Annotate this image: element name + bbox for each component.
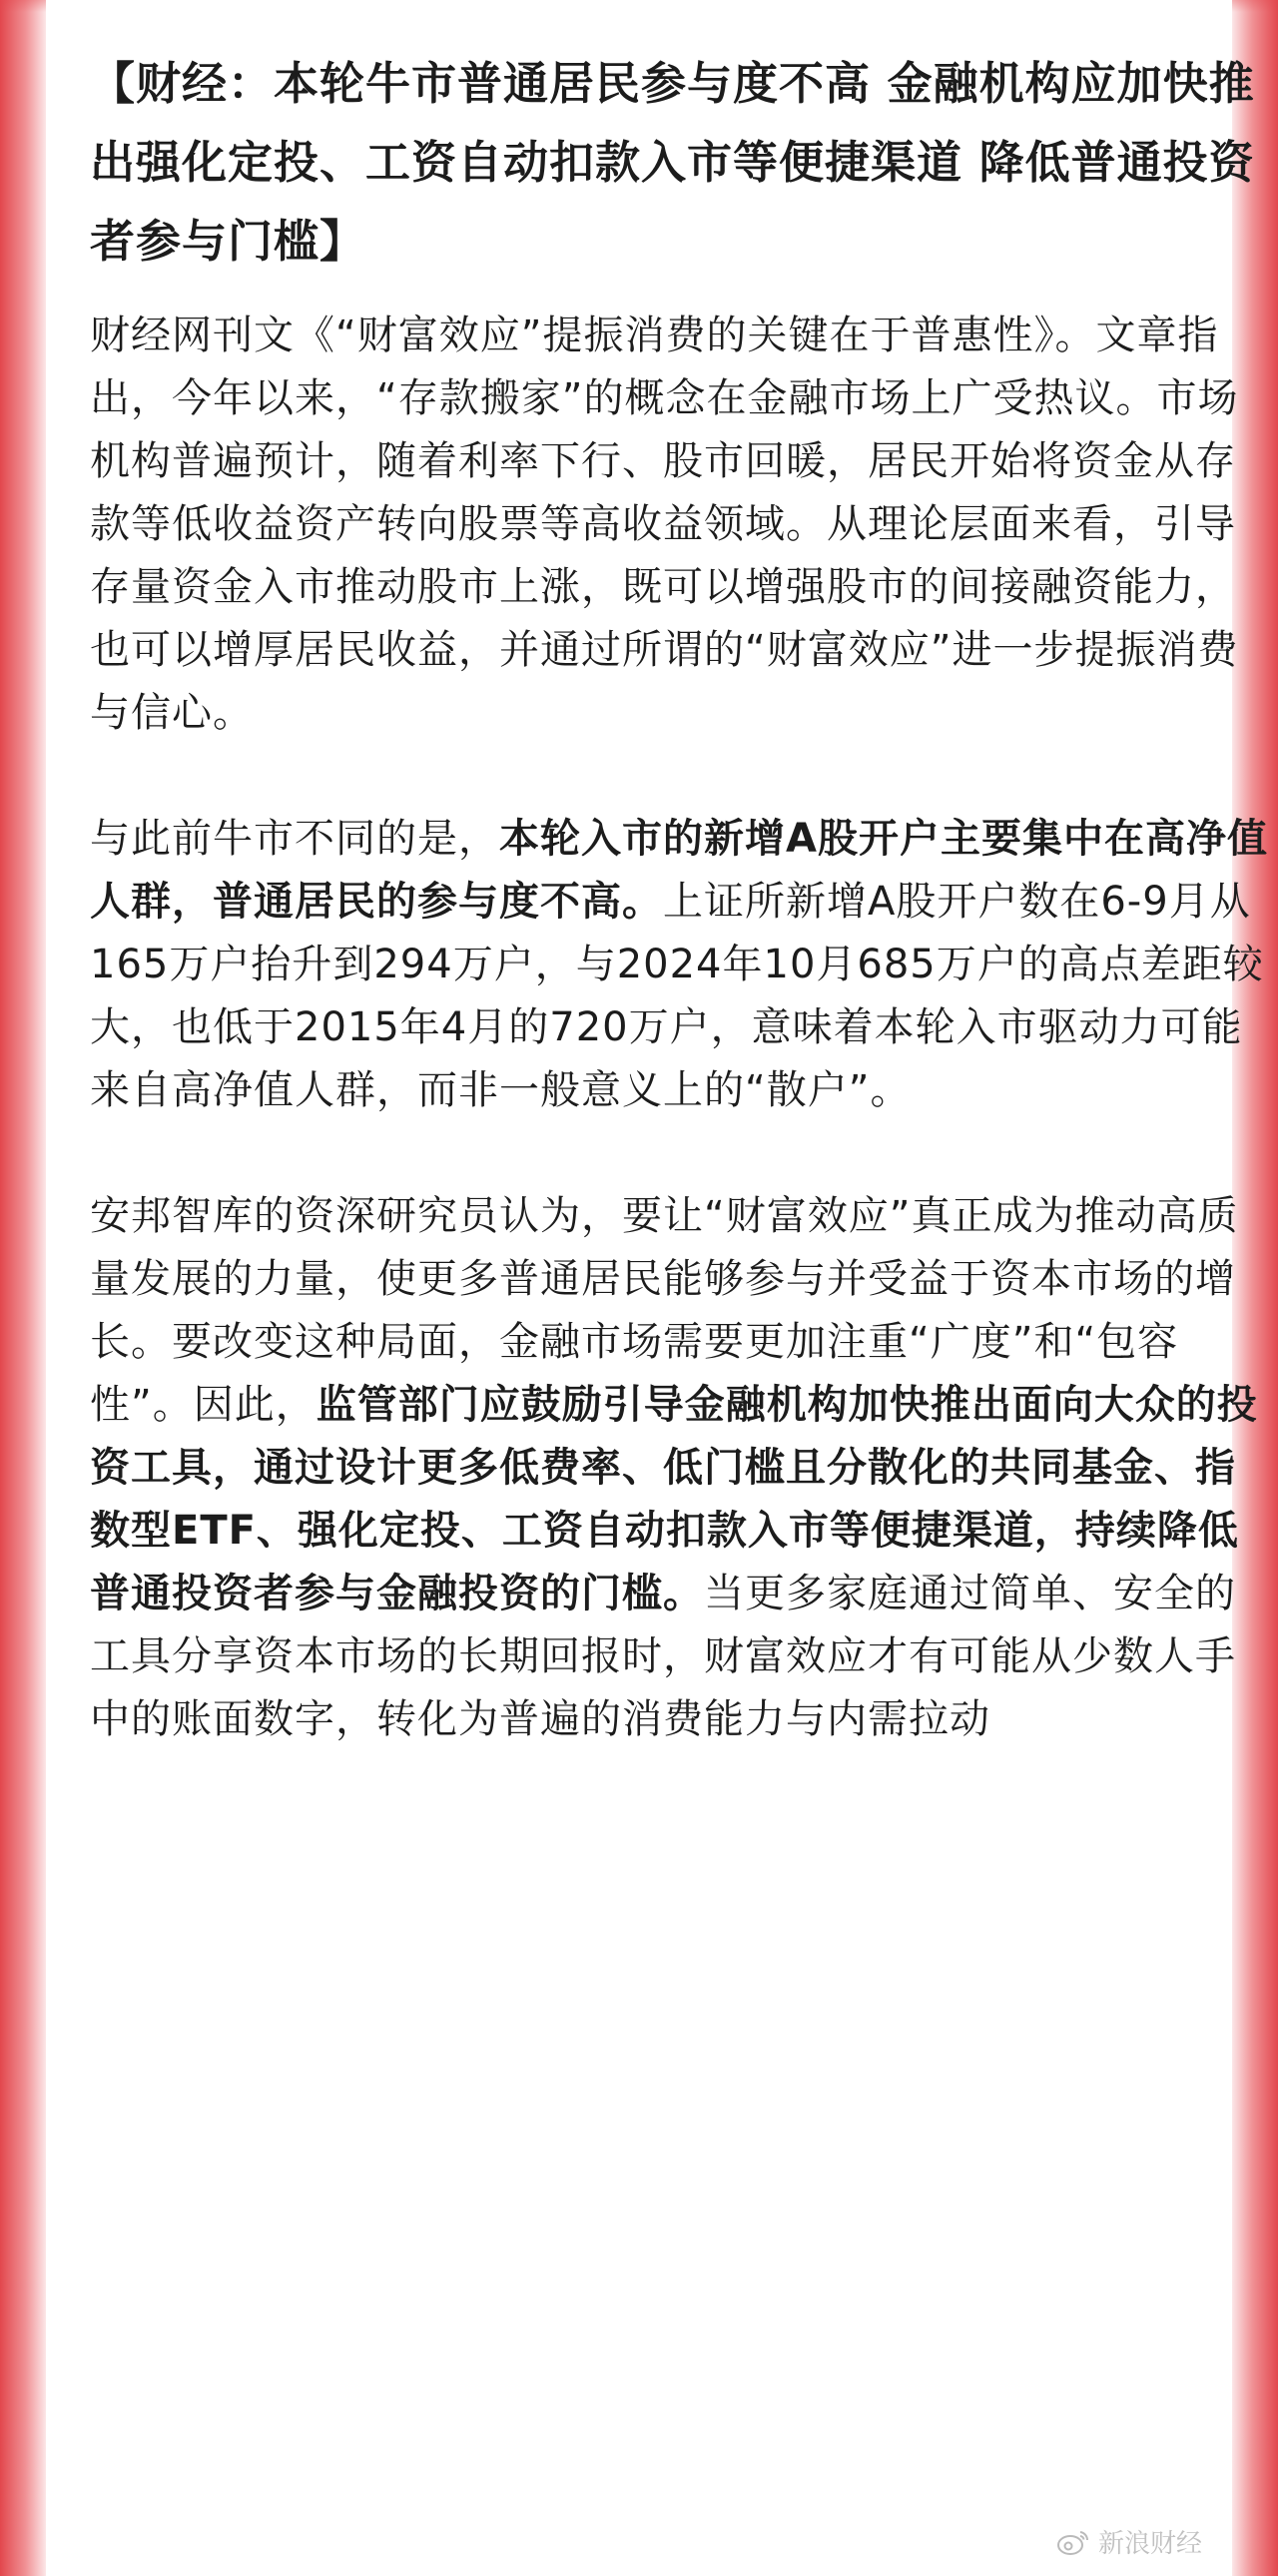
article-headline: 【财经：本轮牛市普通居民参与度不高 金融机构应加快推出强化定投、工资自动扣款入市等便捷渠道 降低普通投资者参与门槛】 — [90, 57, 1255, 268]
article-paragraph-2 — [90, 808, 1268, 1122]
left-red-border — [0, 0, 46, 2576]
paragraph-2-text-a: 与此前牛市不同的是， — [90, 816, 499, 862]
article-paragraph-3 — [90, 1185, 1268, 1751]
source-watermark — [1056, 2523, 1202, 2560]
article-page — [46, 0, 1268, 2576]
article-paragraph-1 — [90, 305, 1268, 745]
paragraph-3-bold-text: 监管部门应鼓励引导金融机构加快推出面向大众的投资工具，通过设计更多低费率、低门槛且分散化的共同基金、指数型ETF、强化定投、工资自动扣款入市等便捷渠道，持续降低普通投资者参与金融投资的门槛。 — [90, 1382, 1258, 1616]
paragraph-1-text: 财经网刊文《“财富效应”提振消费的关键在于普惠性》。文章指出，今年以来，“存款搬家”的概念在金融市场上广受热议。市场机构普遍预计，随着利率下行、股市回暖，居民开始将资金从存款等低收益资产转向股票等高收益领域。从理论层面来看，引导存量资金入市推动股市上涨，既可以增强股市的间接融资能力，也可以增厚居民收益，并通过所谓的“财富效应”进一步提振消费与信心。 — [90, 313, 1239, 736]
weibo-logo-icon — [1056, 2528, 1090, 2556]
paragraph-2-text-b: 上证所新增A股开户数在6-9月从165万户抬升到294万户，与2024年10月685万户的高点差距较大，也低于2015年4月的720万户，意味着本轮入市驱动力可能来自高净值人群，而非一般意义上的“散户”。 — [90, 879, 1264, 1113]
paragraph-2-bold-text: 本轮入市的新增A股开户主要集中在高净值人群，普通居民的参与度不高。 — [90, 816, 1268, 925]
paragraph-3-text-b: 当更多家庭通过简单、安全的工具分享资本市场的长期回报时，财富效应才有可能从少数人手中的账面数字，转化为普遍的消费能力与内需拉动 — [90, 1571, 1236, 1742]
paragraph-3-text-a: 安邦智库的资深研究员认为，要让“财富效应”真正成为推动高质量发展的力量，使更多普通居民能够参与并受益于资本市场的增长。要改变这种局面，金融市场需要更加注重“广度”和“包容性”。因此， — [90, 1193, 1239, 1428]
article-content — [90, 44, 1268, 1814]
watermark-text: 新浪财经 — [1097, 2529, 1202, 2559]
